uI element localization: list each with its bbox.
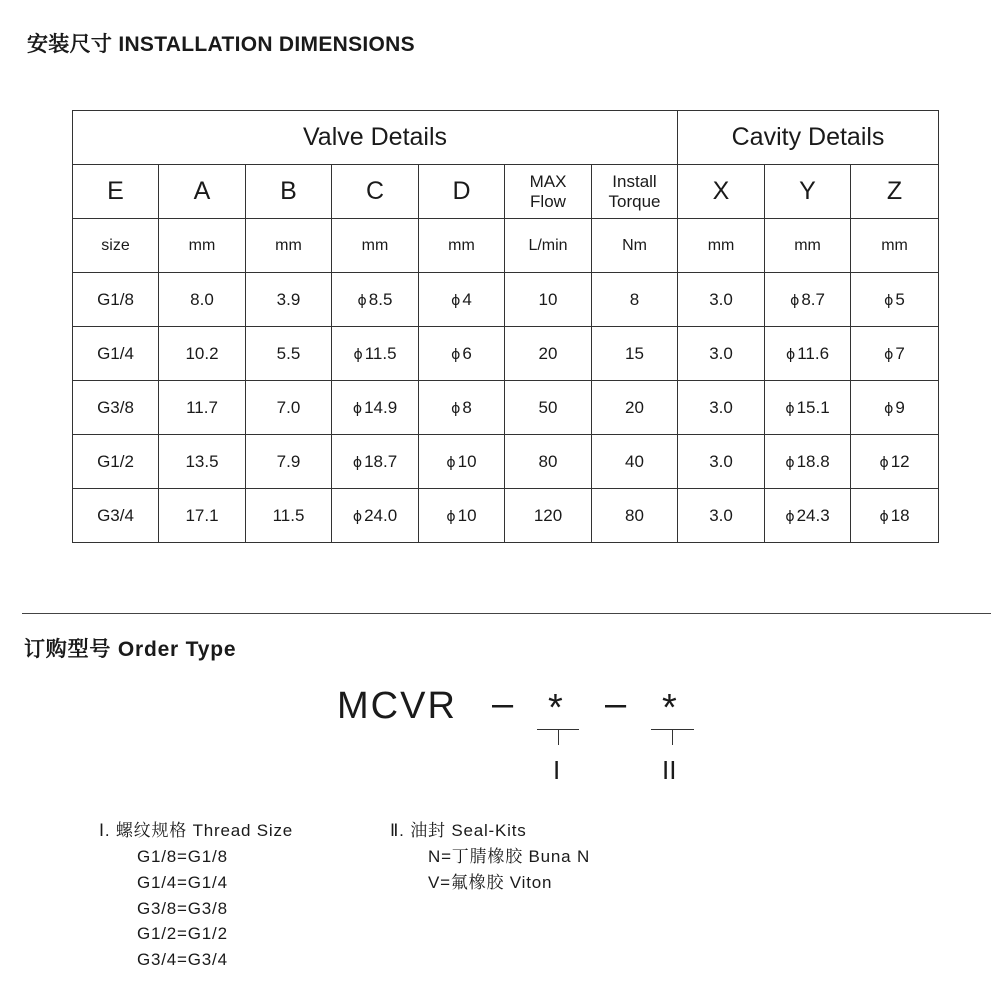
diameter-symbol: ϕ <box>352 454 363 471</box>
unit-cell: mm <box>765 219 851 273</box>
unit-cell: L/min <box>505 219 592 273</box>
cell-value: 8.5 <box>368 289 393 309</box>
table-cell: 11.5 <box>246 489 332 543</box>
installation-dimensions-title: 安装尺寸 INSTALLATION DIMENSIONS <box>27 33 415 56</box>
column-header-b: B <box>246 165 332 219</box>
table-cell <box>765 489 851 543</box>
cell-value: 24.0 <box>364 505 398 525</box>
unit-cell: mm <box>159 219 246 273</box>
column-header-max-flow: MAX Flow <box>505 165 592 219</box>
diameter-symbol: ϕ <box>790 292 800 309</box>
table-cell: 10 <box>505 273 592 327</box>
table-cell: 80 <box>592 489 678 543</box>
table-cell <box>765 381 851 435</box>
code-separator: – <box>605 683 627 725</box>
table-row <box>73 327 939 381</box>
cavity-details-header: Cavity Details <box>678 111 939 165</box>
table-cell <box>419 327 505 381</box>
table-cell: 8.0 <box>159 273 246 327</box>
table-cell: 50 <box>505 381 592 435</box>
table-cell <box>765 327 851 381</box>
cell-value: 12 <box>890 451 910 471</box>
table-cell: 80 <box>505 435 592 489</box>
thread-size-option: G3/4=G3/4 <box>137 950 228 969</box>
column-header-a: A <box>159 165 246 219</box>
column-header-z: Z <box>851 165 939 219</box>
order-type-title: 订购型号 Order Type <box>24 638 237 661</box>
table-cell: G1/4 <box>73 327 159 381</box>
seal-kit-option: V=氟橡胶 Viton <box>428 873 553 892</box>
table-row <box>73 381 939 435</box>
valve-details-header: Valve Details <box>73 111 678 165</box>
cell-value: 11.6 <box>797 343 830 363</box>
diameter-symbol: ϕ <box>884 292 894 309</box>
cell-value: 18.8 <box>796 451 830 471</box>
unit-cell: mm <box>678 219 765 273</box>
table-row <box>73 435 939 489</box>
unit-cell: Nm <box>592 219 678 273</box>
cell-value: 10 <box>457 451 477 471</box>
table-cell: 20 <box>505 327 592 381</box>
table-cell: 11.7 <box>159 381 246 435</box>
table-cell <box>419 489 505 543</box>
table-cell: G1/2 <box>73 435 159 489</box>
cell-value: 7 <box>895 343 905 363</box>
table-cell <box>332 435 419 489</box>
table-cell: G3/4 <box>73 489 159 543</box>
table-cell <box>765 435 851 489</box>
table-cell <box>332 489 419 543</box>
table-cell <box>419 273 505 327</box>
units-row <box>73 219 939 273</box>
table-cell: 7.9 <box>246 435 332 489</box>
diameter-symbol: ϕ <box>884 400 894 417</box>
table-cell: 3.0 <box>678 489 765 543</box>
table-cell: 3.0 <box>678 273 765 327</box>
diameter-symbol: ϕ <box>451 400 461 417</box>
model-code: MCVR <box>337 685 457 727</box>
column-header-x: X <box>678 165 765 219</box>
cell-value: 5 <box>895 289 905 309</box>
unit-cell: mm <box>332 219 419 273</box>
table-cell: 3.9 <box>246 273 332 327</box>
diameter-symbol: ϕ <box>879 508 889 525</box>
cell-value: 24.3 <box>796 505 830 525</box>
table-cell <box>851 273 939 327</box>
seal-kit-placeholder: * <box>662 687 677 729</box>
diameter-symbol: ϕ <box>446 454 456 471</box>
thread-size-option: G1/2=G1/2 <box>137 924 228 943</box>
thread-size-placeholder: * <box>548 687 563 729</box>
table-cell: 8 <box>592 273 678 327</box>
column-header-c: C <box>332 165 419 219</box>
table-cell: G3/8 <box>73 381 159 435</box>
cell-value: 11.5 <box>364 343 397 363</box>
diameter-symbol: ϕ <box>785 454 795 471</box>
cell-value: 14.9 <box>364 397 398 417</box>
table-cell: 120 <box>505 489 592 543</box>
cell-value: 15.1 <box>796 397 830 417</box>
code-separator: – <box>492 683 514 725</box>
seal-kit-option: N=丁腈橡胶 Buna N <box>428 847 591 866</box>
table-cell: G1/8 <box>73 273 159 327</box>
diameter-symbol: ϕ <box>446 508 456 525</box>
table-cell <box>851 381 939 435</box>
seal-kits-title: Ⅱ. 油封 Seal-Kits <box>390 821 527 840</box>
column-header-y: Y <box>765 165 851 219</box>
table-cell: 17.1 <box>159 489 246 543</box>
table-cell <box>419 435 505 489</box>
column-header-d: D <box>419 165 505 219</box>
table-cell: 15 <box>592 327 678 381</box>
table-cell <box>765 273 851 327</box>
table-cell: 3.0 <box>678 381 765 435</box>
diameter-symbol: ϕ <box>352 508 363 525</box>
cell-value: 10 <box>457 505 477 525</box>
table-cell <box>332 327 419 381</box>
unit-cell: mm <box>419 219 505 273</box>
table-cell: 7.0 <box>246 381 332 435</box>
unit-cell: size <box>73 219 159 273</box>
thread-size-bracket-stem <box>558 729 559 745</box>
seal-kit-label: II <box>662 755 677 785</box>
group-header-row <box>73 111 939 165</box>
table-cell <box>851 435 939 489</box>
installation-dimensions-table <box>72 110 939 543</box>
unit-cell: mm <box>851 219 939 273</box>
thread-size-option: G1/8=G1/8 <box>137 847 228 866</box>
diameter-symbol: ϕ <box>785 508 795 525</box>
cell-value: 6 <box>462 343 472 363</box>
table-cell <box>419 381 505 435</box>
diameter-symbol: ϕ <box>785 400 795 417</box>
table-cell: 10.2 <box>159 327 246 381</box>
table-row <box>73 489 939 543</box>
thread-size-title: Ⅰ. 螺纹规格 Thread Size <box>99 821 294 840</box>
cell-value: 18 <box>890 505 910 525</box>
diameter-symbol: ϕ <box>357 292 367 309</box>
thread-size-option: G3/8=G3/8 <box>137 899 228 918</box>
thread-size-option: G1/4=G1/4 <box>137 873 228 892</box>
table-cell <box>332 381 419 435</box>
table-cell: 13.5 <box>159 435 246 489</box>
section-divider <box>22 613 991 614</box>
cell-value: 8.7 <box>801 289 825 309</box>
diameter-symbol: ϕ <box>353 346 363 363</box>
unit-cell: mm <box>246 219 332 273</box>
table-cell: 40 <box>592 435 678 489</box>
cell-value: 9 <box>895 397 905 417</box>
diameter-symbol: ϕ <box>879 454 889 471</box>
diameter-symbol: ϕ <box>352 400 363 417</box>
table-cell: 20 <box>592 381 678 435</box>
table-cell <box>851 489 939 543</box>
diameter-symbol: ϕ <box>884 346 894 363</box>
diameter-symbol: ϕ <box>785 346 796 363</box>
cell-value: 4 <box>462 289 472 309</box>
column-header-row <box>73 165 939 219</box>
diameter-symbol: ϕ <box>451 346 461 363</box>
table-row <box>73 273 939 327</box>
seal-kit-bracket-stem <box>672 729 673 745</box>
diameter-symbol: ϕ <box>451 292 461 309</box>
table-cell: 5.5 <box>246 327 332 381</box>
table-cell: 3.0 <box>678 435 765 489</box>
column-header-e: E <box>73 165 159 219</box>
column-header-install-torque: Install Torque <box>592 165 678 219</box>
cell-value: 8 <box>462 397 472 417</box>
table-cell <box>851 327 939 381</box>
table-cell <box>332 273 419 327</box>
table-cell: 3.0 <box>678 327 765 381</box>
cell-value: 18.7 <box>364 451 398 471</box>
thread-size-label: I <box>553 755 561 785</box>
